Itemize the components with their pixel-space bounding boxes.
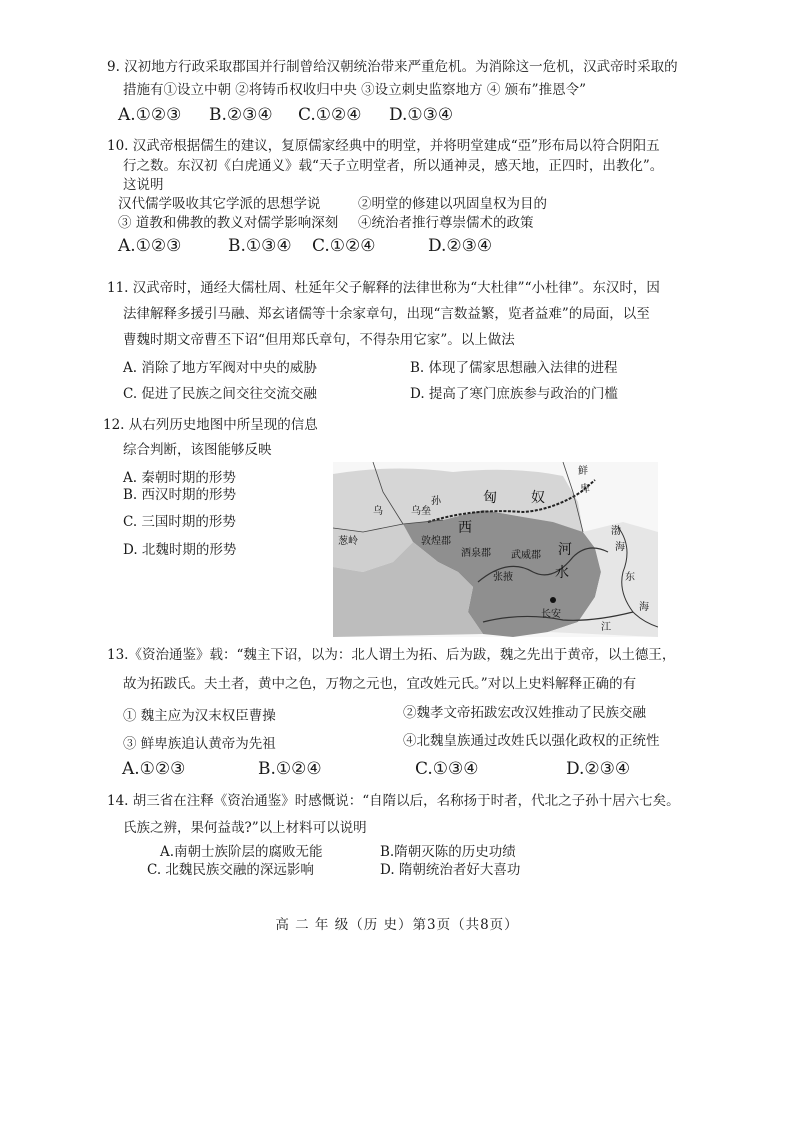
q13-option-a: A.①②③ (122, 759, 186, 779)
q11-option-a: A. 消除了地方军阀对中央的威胁 (123, 360, 317, 376)
q10-stem-line1: 10. 汉武帝根据儒生的建议，复原儒家经典中的明堂，并将明堂建成“亞”形布局以符合阴阳五 (107, 138, 660, 154)
q13-option-b: B.①②④ (258, 759, 322, 779)
q12-stem-line2: 综合判断，该图能够反映 (123, 442, 272, 458)
q10-statement-1: 汉代儒学吸收其它学派的思想学说 (118, 196, 321, 212)
q11-option-c: C. 促进了民族之间交往交流交融 (123, 386, 317, 402)
q13-stem-line1: 13.《资治通鉴》载：“魏主下诏，以为：北人谓土为拓、后为跋，魏之先出于黄帝，以土德王， (107, 647, 676, 663)
map-label-xiongnu-2: 奴 (531, 490, 545, 506)
q13-statement-3: ③ 鲜卑族追认黄帝为先祖 (123, 736, 276, 752)
map-label-wuwei: 武威郡 (511, 550, 541, 561)
q13-statement-2: ②魏孝文帝拓跋宏改汉姓推动了民族交融 (403, 705, 646, 721)
q10-option-a: A.①②③ (118, 236, 182, 256)
q11-stem-line2: 法律解释多援引马融、郑玄诸儒等十余家章句，出现“言数益繁，览者益难”的局面，以至 (123, 306, 650, 322)
map-label-congling: 葱岭 (338, 536, 358, 547)
q14-stem-line1: 14. 胡三省在注释《资治通鉴》时感慨说：“自隋以后，名称扬于时者，代北之子孙十居六七矣。 (107, 793, 680, 809)
map-label-changan: 长安 (541, 609, 561, 620)
map-label-zhangye: 张掖 (493, 572, 513, 583)
q10-statement-3: ③ 道教和佛教的教义对儒学影响深刻 (118, 215, 339, 231)
q13-option-c: C.①③④ (415, 759, 479, 779)
map-label-sun: 孙 (431, 496, 441, 507)
map-label-hai: 海 (639, 602, 649, 613)
q10-statement-4: ④统治者推行尊崇儒术的政策 (358, 215, 534, 231)
q9-option-c: C.①②④ (298, 105, 362, 125)
map-label-wuhuan: 乌垒 (411, 506, 431, 517)
q13-statement-1: ① 魏主应为汉末权臣曹操 (123, 708, 276, 724)
q10-option-d: D.②③④ (428, 236, 493, 256)
changan-marker-icon (550, 597, 556, 603)
q10-stem-line3: 这说明 (123, 177, 164, 193)
q9-option-b: B.②③④ (209, 105, 273, 125)
q12-stem-line1: 12. 从右列历史地图中所呈现的信息 (103, 417, 318, 433)
q9-option-d: D.①③④ (389, 105, 454, 125)
q11-option-d: D. 提高了寒门庶族参与政治的门槛 (410, 386, 618, 402)
q14-option-d: D. 隋朝统治者好大喜功 (380, 862, 521, 878)
q10-option-c: C.①②④ (312, 236, 376, 256)
q9-option-a: A.①②③ (118, 105, 182, 125)
q13-statement-4: ④北魏皇族通过改姓氏以强化政权的正统性 (403, 733, 660, 749)
historical-map (333, 462, 658, 637)
q14-option-a: A.南朝士族阶层的腐败无能 (160, 844, 323, 860)
map-label-dunhuang: 敦煌郡 (421, 536, 451, 547)
q10-option-b: B.①③④ (228, 236, 292, 256)
q9-stem-line1: 9. 汉初地方行政采取郡国并行制曾给汉朝统治带来严重危机。为消除这一危机，汉武帝时采取的 (107, 59, 678, 75)
q12-option-d: D. 北魏时期的形势 (123, 542, 237, 558)
map-label-xian: 鲜 (578, 466, 588, 477)
q11-stem-line1: 11. 汉武帝时，通经大儒杜周、杜延年父子解释的法律世称为“大杜律”“小杜律”。东汉时，因 (107, 280, 660, 296)
map-label-bohai-2: 海 (615, 542, 625, 553)
map-label-dong: 东 (625, 572, 635, 583)
q9-stem-line2: 措施有①设立中朝 ②将铸币权收归中央 ③设立刺史监察地方 ④ 颁布”推恩令” (123, 82, 586, 98)
map-label-bohai-1: 渤 (611, 526, 621, 537)
map-label-jiuquan: 酒泉郡 (461, 548, 491, 559)
q13-option-d: D.②③④ (566, 759, 631, 779)
map-label-shui: 水 (555, 565, 569, 581)
map-label-wu: 乌 (373, 506, 383, 517)
q10-stem-line2: 行之数。东汉初《白虎通义》载“天子立明堂者，所以通神灵，感天地，正四时，出教化”。 (123, 158, 664, 174)
q10-statement-2: ②明堂的修建以巩固皇权为目的 (358, 196, 547, 212)
map-label-jiang: 江 (601, 622, 611, 633)
q14-option-c: C. 北魏民族交融的深远影响 (147, 862, 314, 878)
q12-option-c: C. 三国时期的形势 (123, 514, 236, 530)
page-footer: 高 二 年 级（历 史）第3页（共8页） (275, 917, 519, 933)
map-label-xi: 西 (458, 520, 472, 536)
q13-stem-line2: 故为拓跋氏。夫土者，黄中之色，万物之元也，宜改姓元氏。”对以上史料解释正确的有 (123, 676, 637, 692)
q12-option-b: B. 西汉时期的形势 (123, 487, 237, 503)
map-label-xiongnu-1: 匈 (483, 490, 497, 506)
map-label-he: 河 (558, 542, 572, 558)
map-label-bei: 卑 (580, 484, 590, 495)
q14-stem-line2: 氏族之辨，果何益哉?”以上材料可以说明 (123, 820, 367, 836)
q11-stem-line3: 曹魏时期文帝曹丕下诏“但用郑氏章句，不得杂用它家”。以上做法 (123, 332, 515, 348)
q12-option-a: A. 秦朝时期的形势 (123, 470, 236, 486)
q14-option-b: B.隋朝灭陈的历史功绩 (380, 844, 516, 860)
q11-option-b: B. 体现了儒家思想融入法律的进程 (410, 360, 618, 376)
